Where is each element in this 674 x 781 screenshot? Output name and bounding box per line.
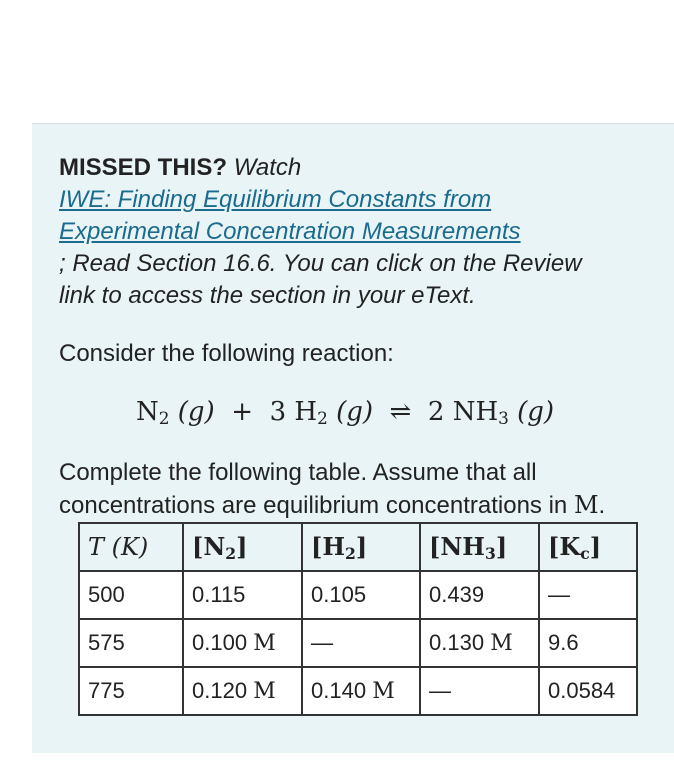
cell-h2[interactable]: 0.140 M [302,667,420,715]
eq-phase-2: (g) [336,397,374,427]
cell-h2[interactable]: — [302,619,420,667]
equilibrium-table [78,522,638,716]
instructions-body: Complete the following table. Assume that all concentrations are equilibrium concentrations in [59,459,568,519]
instructions-period: . [598,492,606,519]
cell-nh3[interactable]: 0.439 [420,571,539,619]
cell-n2[interactable]: 0.120 M [183,667,302,715]
table-row [79,667,637,715]
cell-temperature: 775 [79,667,183,715]
cell-kc[interactable]: — [539,571,637,619]
instructions-text [59,457,669,522]
header-nh3: $[NH_3]$ [420,523,539,571]
eq-plus: + [231,397,254,427]
header-kc: $[K_c]$ [539,523,637,571]
eq-phase-1: (g) [177,397,215,427]
cell-kc[interactable]: 9.6 [539,619,637,667]
eq-n2: N [136,397,159,427]
cell-h2[interactable]: 0.105 [302,571,420,619]
cell-n2[interactable]: 0.100 M [183,619,302,667]
iwe-link-line-2[interactable]: Experimental Concentration Measurements [59,218,521,245]
read-line-2: link to access the section in your eText. [59,282,476,309]
consider-text: Consider the following reaction: [59,340,394,367]
equilibrium-arrow-icon: ⇌ [389,397,412,427]
reaction-equation [136,394,554,436]
iwe-link-line-1[interactable]: IWE: Finding Equilibrium Constants from [59,186,492,213]
header-h2: $[H_2]$ [302,523,420,571]
table-header-row [79,523,637,571]
eq-nh3-sub: 3 [498,408,509,428]
cell-nh3[interactable]: — [420,667,539,715]
eq-h2-sub: 2 [317,408,328,428]
missed-label: MISSED THIS? [59,154,228,181]
eq-coef-h2: 3 [269,397,287,427]
question-panel [32,123,674,753]
table-row [79,571,637,619]
cell-n2[interactable]: 0.115 [183,571,302,619]
eq-n2-sub: 2 [158,408,170,428]
molar-unit: M [573,491,599,519]
watch-label: Watch [233,154,302,181]
eq-nh3: NH [452,397,499,427]
eq-coef-nh3: 2 [427,397,445,427]
missed-this-block [59,152,649,312]
read-section-text [59,248,649,312]
header-n2: $[N_2]$ [183,523,302,571]
table-row [79,619,637,667]
cell-temperature: 500 [79,571,183,619]
header-temperature: T (K) [79,523,183,571]
iwe-video-link[interactable] [59,184,649,248]
cell-temperature: 575 [79,619,183,667]
eq-phase-3: (g) [517,397,555,427]
read-line-1: ; Read Section 16.6. You can click on the Review [59,250,582,277]
eq-h2: H [294,397,318,427]
cell-kc[interactable]: 0.0584 [539,667,637,715]
cell-nh3[interactable]: 0.130 M [420,619,539,667]
